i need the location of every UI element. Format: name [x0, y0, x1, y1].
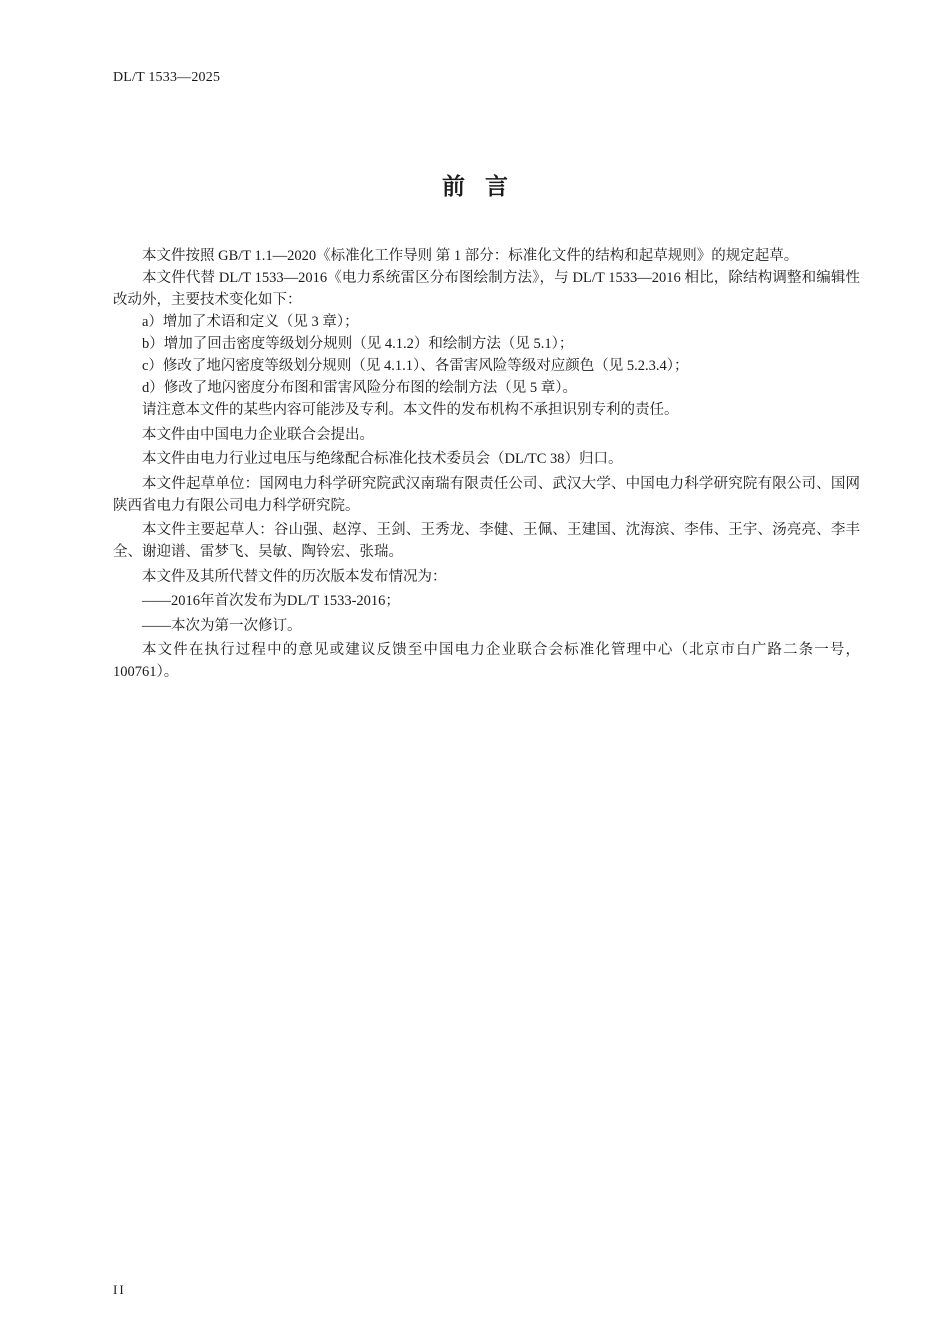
list-item-change-d: d）修改了地闪密度分布图和雷害风险分布图的绘制方法（见 5 章）。 — [142, 380, 577, 396]
list-item-change-a: a）增加了术语和定义（见 3 章）； — [142, 314, 359, 330]
list-item-history-revision: ——本次为第一次修订。 — [142, 617, 302, 634]
document-code: DL/T 1533—2025 — [113, 70, 221, 85]
list-item-change-b: b）增加了回击密度等级划分规则（见 4.1.2）和绘制方法（见 5.1）； — [142, 336, 574, 352]
paragraph-technical-committee: 本文件由电力行业过电压与绝缘配合标准化技术委员会（DL/TC 38）归口。 — [142, 451, 623, 467]
list-item-history-2016: ——2016年首次发布为DL/T 1533-2016； — [142, 593, 400, 609]
paragraph-patent-notice: 请注意本文件的某些内容可能涉及专利。本文件的发布机构不承担识别专利的责任。 — [142, 402, 679, 418]
paragraph-replacement: 本文件代替 DL/T 1533—2016《电力系统雷区分布图绘制方法》，与 DL/T 1533—2016 相比，除结构调整和编辑性改动外，主要技术变化如下： — [113, 270, 860, 308]
page-number: II — [113, 1282, 126, 1297]
page-title: 前言 — [442, 174, 528, 200]
paragraph-proposed-by: 本文件由中国电力企业联合会提出。 — [142, 426, 374, 443]
foreword-body — [113, 245, 860, 686]
paragraph-drafting-units: 本文件起草单位：国网电力科学研究院武汉南瑞有限责任公司、武汉大学、中国电力科学研究院有限公司、国网陕西省电力有限公司电力科学研究院。 — [113, 475, 860, 514]
paragraph-feedback: 本文件在执行过程中的意见或建议反馈至中国电力企业联合会标准化管理中心（北京市白广路二条一号，100761）。 — [113, 642, 860, 680]
paragraph-drafters: 本文件主要起草人：谷山强、赵淳、王剑、王秀龙、李健、王佩、王建国、沈海滨、李伟、王宇、汤亮亮、李丰全、谢迎谱、雷梦飞、吴敏、陶铃宏、张瑞。 — [113, 522, 860, 560]
list-item-change-c: c）修改了地闪密度等级划分规则（见 4.1.1）、各雷害风险等级对应颜色（见 5.2.3.4）； — [142, 358, 689, 374]
paragraph-drafting-rules: 本文件按照 GB/T 1.1—2020《标准化工作导则 第 1 部分：标准化文件的结构和起草规则》的规定起草。 — [142, 248, 799, 264]
paragraph-version-history: 本文件及其所代替文件的历次版本发布情况为： — [142, 568, 447, 585]
